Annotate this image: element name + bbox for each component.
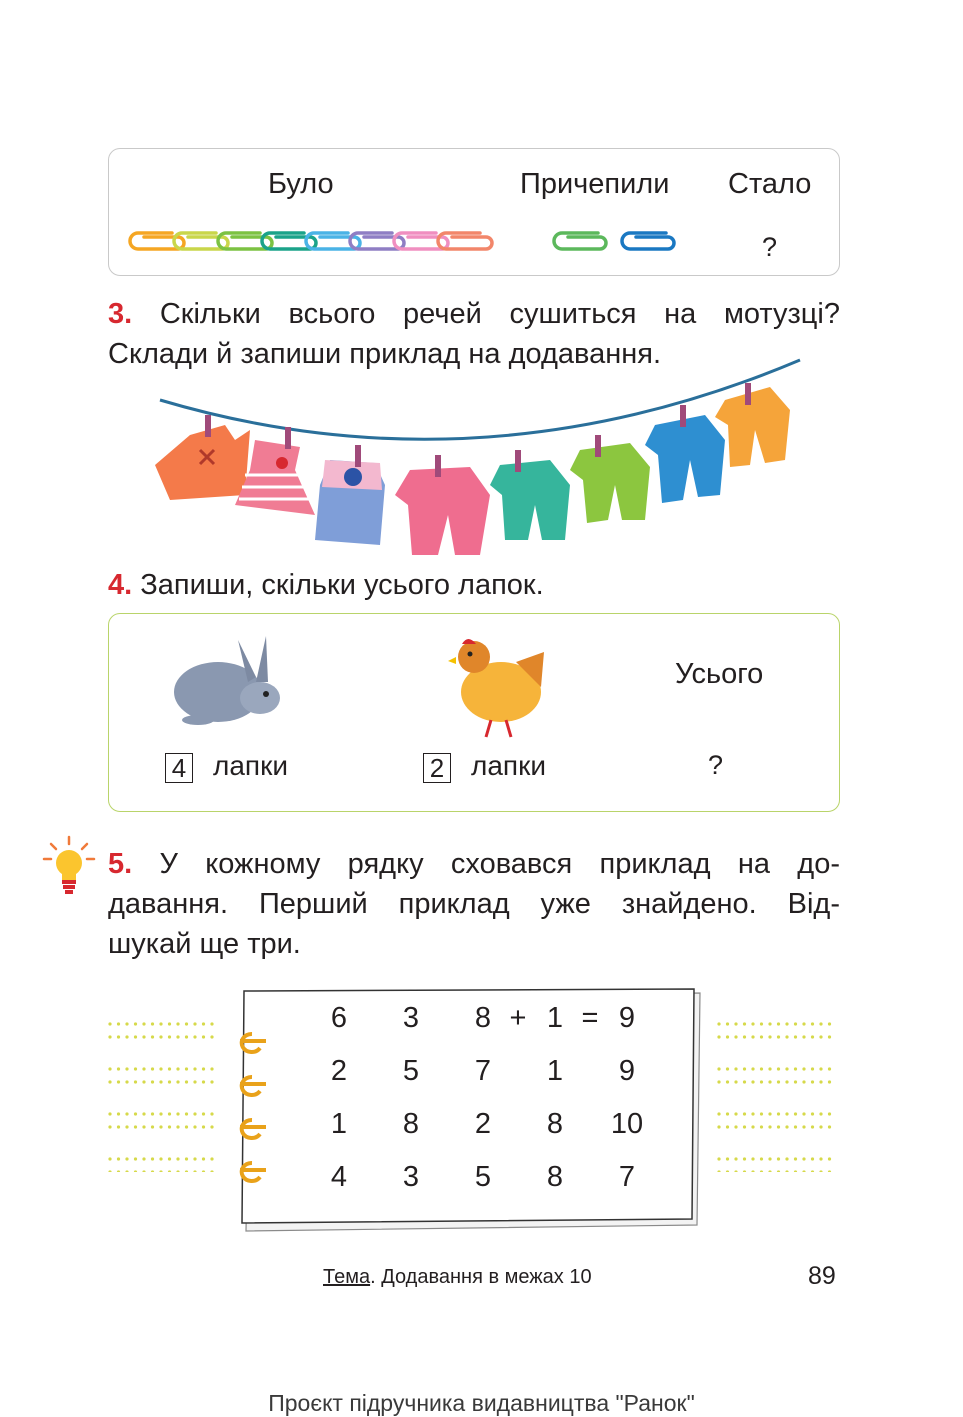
task-5-number: 5. [108,848,133,880]
grid-r2-c2: 5 [402,1055,420,1087]
task-4-text: 4. Запиши, скільки усього лапок. [108,569,544,601]
grid-r4-c1: 4 [330,1161,348,1193]
teal-onesie-icon [490,460,570,540]
clothesline-illustration [150,355,810,560]
rabbit-icon [168,632,290,728]
grid-r1-c1: 6 [330,1002,348,1034]
page-number: 89 [808,1262,836,1290]
notebook-rings [222,1024,272,1184]
task-5-line2: давання. Перший приклад уже знайдено. Від- [108,888,840,920]
paws-question-mark: ? [708,750,724,780]
grid-r1-plus: + [509,1002,527,1034]
blue-dress-icon [315,460,385,545]
grid-r2-c4: 1 [546,1055,564,1087]
header-attached: Причепили [520,168,670,200]
paper-clips-was [126,226,498,256]
grid-r4-c5: 7 [618,1161,636,1193]
orange-onesie-icon [715,387,790,467]
grid-r4-c4: 8 [546,1161,564,1193]
ring-icon [240,1120,266,1138]
header-became: Стало [728,168,812,200]
paper-clip-icon [622,233,674,249]
grid-r2-c3: 7 [474,1055,492,1087]
hen-count-box: 2 [423,753,451,783]
task-3-line1: 3. Скільки всього речей сушиться на мотузці? [108,298,840,330]
ring-icon [240,1034,266,1052]
header-was: Було [268,168,334,200]
grid-r3-c4: 8 [546,1108,564,1140]
task-5-line1: 5. У кожному рядку сховався приклад на до- [108,848,840,880]
grid-r2-c5: 9 [618,1055,636,1087]
publisher-credit: Проєкт підручника видавництва "Ранок" [268,1390,695,1416]
total-label: Усього [675,658,764,690]
rabbit-paws: 4 лапки [165,750,288,783]
task-3-number: 3. [108,298,133,330]
task-5-text [108,844,840,964]
grid-r3-c5: 10 [610,1108,644,1140]
task-5-line3: шукай ще три. [108,928,301,960]
blue-onesie-icon [645,415,725,503]
orange-shirt-icon [155,425,250,500]
grid-r1-equals: = [581,1002,599,1034]
ring-icon [240,1077,266,1095]
lightbulb-icon [42,835,96,897]
ring-icon [240,1163,266,1181]
pink-onesie-icon [395,467,490,555]
dotted-lines-left [108,1022,220,1172]
clips-question-mark: ? [762,232,778,262]
grid-r1-c3: 8 [474,1002,492,1034]
task-3-line2: Склади й запиши приклад на додавання. [108,338,662,370]
grid-r3-c1: 1 [330,1108,348,1140]
grid-r2-c1: 2 [330,1055,348,1087]
hen-icon [446,632,546,742]
grid-r1-c5: 9 [618,1002,636,1034]
grid-r3-c3: 2 [474,1108,492,1140]
task-4-number: 4. [108,569,133,601]
paper-clips-attached [548,226,678,256]
page-theme: Тема. Додавання в межах 10 [323,1266,592,1288]
hen-paws: 2 лапки [423,750,546,783]
dotted-lines-right [717,1022,839,1172]
green-onesie-icon [570,443,650,523]
paper-clip-icon [554,233,606,249]
grid-r4-c3: 5 [474,1161,492,1193]
grid-r3-c2: 8 [402,1108,420,1140]
grid-r1-c2: 3 [402,1002,420,1034]
grid-r1-c4: 1 [546,1002,564,1034]
grid-r4-c2: 3 [402,1161,420,1193]
rabbit-count-box: 4 [165,753,193,783]
